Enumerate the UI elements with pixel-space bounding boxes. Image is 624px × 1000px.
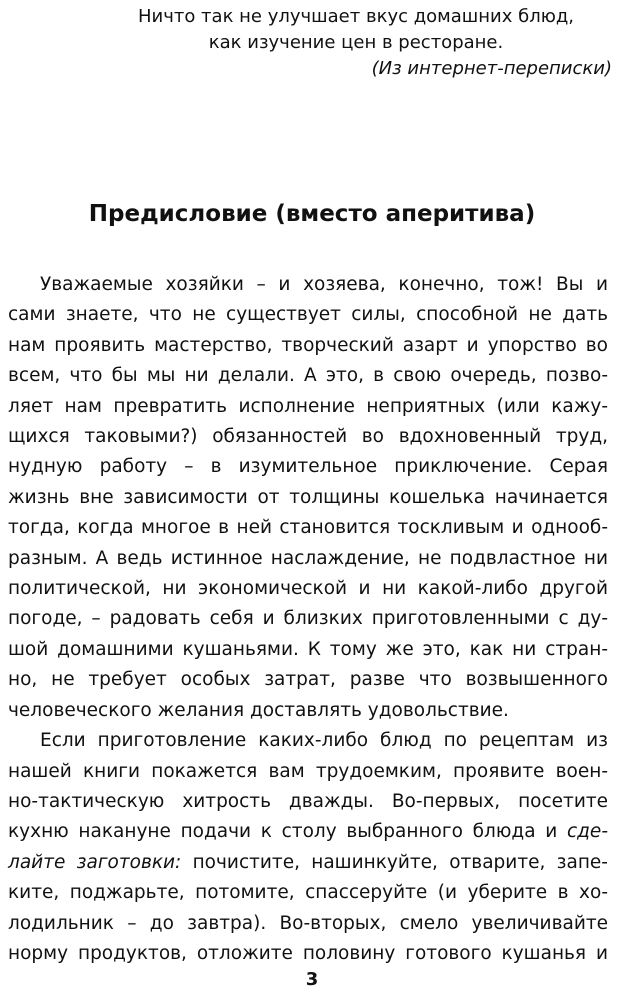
paragraph-2-line: но-тактическую хитрость дважды. Во-первых, посетите — [8, 790, 608, 812]
epigraph — [100, 4, 612, 82]
paragraph-2-line: лодильник – до завтра). Во-вторых, смело увеличивайте — [8, 912, 608, 934]
emphasis-text: сде- — [566, 821, 608, 843]
paragraph-1-line: щихся таковыми?) обязанностей во вдохновенный труд, — [8, 426, 608, 448]
body-text — [8, 270, 608, 969]
paragraph-1-line: Уважаемые хозяйки – и хозяева, конечно, тож! Вы и — [40, 274, 608, 295]
paragraph-1-line: шой домашними кушаньями. К тому же это, как ни стран- — [8, 638, 608, 660]
paragraph-2-line: нашей книги покажется вам трудоемким, проявите воен- — [8, 760, 608, 782]
paragraph-1-line: разным. А ведь истинное наслаждение, не подвластное ни — [8, 547, 608, 569]
paragraph-2-line: норму продуктов, отложите половину готового кушанья и — [8, 942, 608, 964]
paragraph-2 — [8, 726, 608, 969]
paragraph-2-line — [8, 848, 608, 878]
paragraph-2-line — [8, 817, 608, 847]
paragraph-2-text: кухню накануне подачи к столу выбранного блюда и — [8, 821, 558, 843]
page-number: 3 — [305, 969, 319, 990]
paragraph-1-line: сами знаете, что не существует силы, способной не дать — [8, 304, 608, 326]
paragraph-2-line: ките, поджарьте, потомите, спассеруйте (и уберите в хо- — [8, 882, 608, 904]
paragraph-1-line: тогда, когда многое в ней становится тоскливым и однооб- — [8, 517, 608, 539]
epigraph-source: (Из интернет-переписки) — [371, 58, 612, 79]
epigraph-line-1: Ничто так не улучшает вкус домашних блюд, — [137, 6, 575, 27]
emphasis-text: лайте заготовки: — [8, 851, 182, 873]
paragraph-2-text: почистите, нашинкуйте, отварите, запе- — [192, 851, 608, 873]
paragraph-1-line: человеческого желания доставлять удовольствие. — [8, 699, 509, 721]
paragraph-1-line: нам проявить мастерство, творческий азарт и упорство во — [8, 334, 608, 356]
paragraph-1-line: всем, что бы мы ни делали. А это, в свою очередь, позво- — [8, 365, 608, 387]
paragraph-1-line: нудную работу – в изумительное приключение. Серая — [8, 456, 608, 478]
paragraph-1-line: жизнь вне зависимости от толщины кошелька начинается — [8, 486, 608, 508]
paragraph-1-line: ляет нам превратить исполнение неприятных (или кажу- — [8, 395, 608, 417]
paragraph-1-line: но, не требует особых затрат, разве что возвышенного — [8, 669, 608, 691]
paragraph-1 — [8, 270, 608, 726]
paragraph-1-line: политической, ни экономической и ни какой-либо другой — [8, 578, 608, 600]
paragraph-2-line: Если приготовление каких-либо блюд по рецептам из — [40, 730, 608, 752]
paragraph-1-line: погоде, – радовать себя и близких приготовленными с ду- — [8, 608, 608, 630]
epigraph-line-2: как изучение цен в ресторане. — [208, 32, 504, 53]
chapter-title: Предисловие (вместо аперитива) — [88, 201, 536, 227]
